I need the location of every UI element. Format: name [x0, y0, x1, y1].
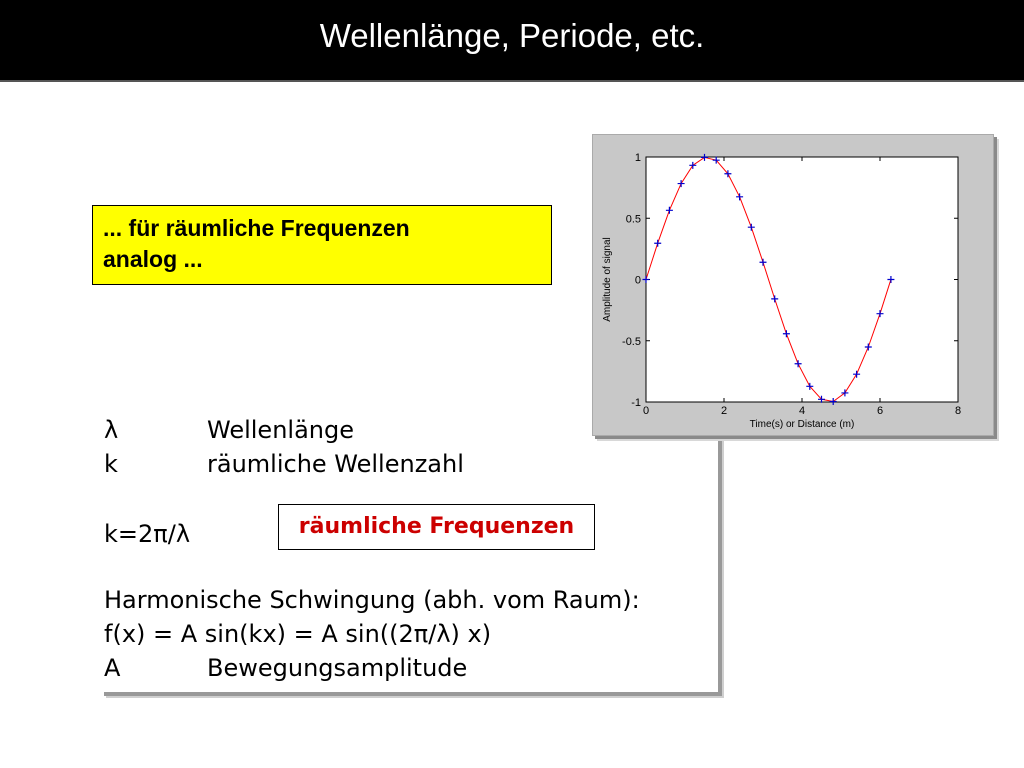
x-tick-label: 6	[876, 405, 884, 417]
title-bar	[0, 0, 1024, 80]
a-text: Bewegungsamplitude	[207, 654, 468, 682]
y-tick-label: -1	[631, 397, 641, 409]
x-tick-label: 0	[642, 405, 650, 417]
k-formula: k=2π/λ	[104, 520, 191, 548]
spatial-frequency-label: räumliche Frequenzen	[278, 504, 595, 550]
y-tick-label: 0	[634, 274, 641, 287]
harmonic-formula: f(x) = A sin(kx) = A sin((2π/λ) x)	[104, 620, 492, 648]
lambda-symbol: λ	[104, 416, 119, 444]
y-tick-label: 0.5	[625, 213, 641, 226]
k-definition	[104, 450, 464, 478]
lambda-text: Wellenlänge	[207, 416, 354, 444]
y-tick-label: -0.5	[622, 335, 641, 348]
y-tick-label: 1	[634, 152, 641, 164]
sine-chart	[593, 135, 993, 435]
chart-frame	[592, 134, 994, 436]
x-tick-label: 4	[798, 405, 806, 417]
plot-area	[646, 157, 958, 402]
x-tick-label: 8	[954, 405, 962, 417]
callout-box	[92, 205, 552, 285]
x-tick-label: 2	[720, 405, 728, 417]
amplitude-definition	[104, 654, 467, 682]
k-text: räumliche Wellenzahl	[207, 450, 464, 478]
callout-line-1: ... für räumliche Frequenzen	[103, 215, 410, 241]
a-symbol: A	[104, 654, 121, 682]
lambda-definition	[104, 416, 354, 444]
y-axis-label: Amplitude of signal	[602, 237, 613, 322]
slide-title: Wellenlänge, Periode, etc.	[319, 17, 705, 54]
k-symbol: k	[104, 450, 118, 478]
callout-line-2: analog ...	[103, 246, 203, 272]
harmonic-heading: Harmonische Schwingung (abh. vom Raum):	[104, 586, 640, 614]
x-axis-label: Time(s) or Distance (m)	[749, 419, 855, 430]
